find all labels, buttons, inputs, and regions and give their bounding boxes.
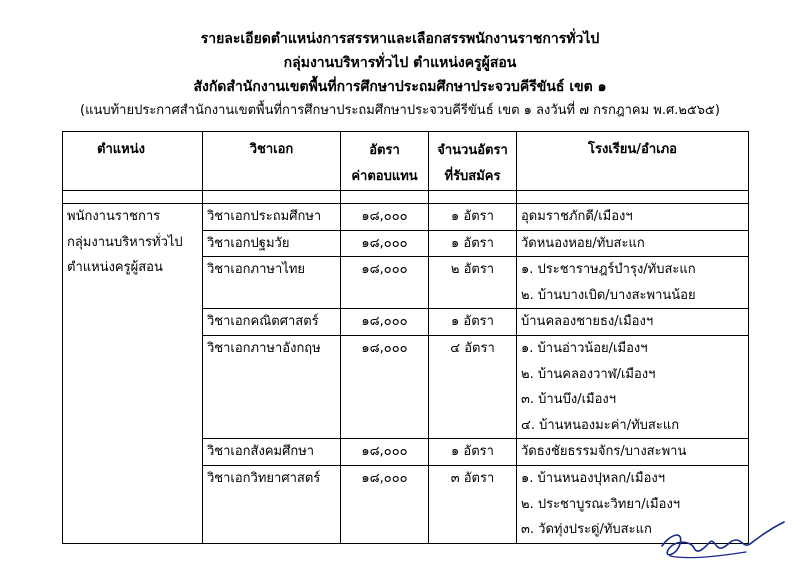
count-cell — [429, 309, 517, 336]
school-line: ๑. ประชาราษฎร์บำรุง/ทับสะแก — [521, 262, 696, 278]
col-header-rate-line-1: อัตรา — [369, 143, 400, 158]
subject-cell-text: วิชาเอกสังคมศึกษา — [207, 444, 315, 460]
rate-cell — [341, 465, 429, 543]
count-cell-text: ๑ อัตรา — [451, 209, 494, 224]
positions-table — [62, 131, 749, 544]
count-cell — [429, 439, 517, 466]
count-cell — [429, 204, 517, 231]
signature-stroke — [662, 522, 784, 555]
count-cell — [429, 230, 517, 257]
col-header-school: โรงเรียน/อำเภอ — [517, 132, 749, 191]
subject-cell — [203, 309, 341, 336]
spacer-row — [63, 191, 749, 204]
col-header-rate — [341, 132, 429, 191]
position-line: กลุ่มงานบริหารทั่วไป — [67, 234, 183, 250]
signature-mark — [650, 506, 790, 566]
subject-cell-text: วิชาเอกภาษาอังกฤษ — [207, 340, 321, 356]
subject-cell — [203, 439, 341, 466]
rate-cell-text: ๑๘,๐๐๐ — [361, 262, 408, 278]
subject-cell — [203, 230, 341, 257]
col-header-position: ตำแหน่ง — [63, 132, 203, 191]
count-cell-text: ๔ อัตรา — [450, 340, 495, 356]
col-header-count — [429, 132, 517, 191]
rate-cell — [341, 257, 429, 309]
count-cell — [429, 257, 517, 309]
rate-cell — [341, 309, 429, 336]
rate-cell-text: ๑๘,๐๐๐ — [361, 470, 408, 486]
count-cell-text: ๑ อัตรา — [451, 314, 494, 330]
rate-cell-text: ๑๘,๐๐๐ — [361, 314, 408, 330]
col-header-count-line-2: ที่รับสมัคร — [444, 169, 501, 184]
school-cell — [517, 230, 749, 257]
school-cell — [517, 439, 749, 466]
rate-cell — [341, 335, 429, 438]
subject-cell-text: วิชาเอกคณิตศาสตร์ — [207, 314, 319, 330]
subject-cell-text: วิชาเอกวิทยาศาสตร์ — [207, 470, 321, 486]
title-line-4: (แนบท้ายประกาศสำนักงานเขตพื้นที่การศึกษาประถมศึกษาประจวบคีรีขันธ์ เขต ๑ ลงวันที่ ๗ กรกฎาคม พ.ศ.๒๕๖๕) — [80, 103, 720, 118]
rate-cell — [341, 230, 429, 257]
title-line-2: กลุ่มงานบริหารทั่วไป ตำแหน่งครูผู้สอน — [283, 55, 517, 71]
count-cell-text: ๓ อัตรา — [450, 470, 495, 486]
school-line: ๔. บ้านหนองมะค่า/ทับสะแก — [521, 417, 680, 433]
signature-underline — [670, 552, 746, 558]
position-line: พนักงานราชการ — [67, 209, 161, 224]
table-header — [63, 132, 749, 191]
subject-cell — [203, 204, 341, 231]
rate-cell-text: ๑๘,๐๐๐ — [361, 235, 408, 251]
rate-cell-text: ๑๘,๐๐๐ — [361, 340, 408, 356]
school-line: ๒. ประชาบูรณะวิทยา/เมืองฯ — [521, 496, 681, 512]
school-line: บ้านคลองชายธง/เมืองฯ — [521, 314, 654, 330]
table-row — [63, 204, 749, 231]
position-cell — [63, 204, 203, 544]
school-line: วัดธงชัยธรรมจักร/บางสะพาน — [521, 444, 687, 460]
count-cell-text: ๒ อัตรา — [450, 262, 495, 278]
subject-cell — [203, 257, 341, 309]
rate-cell — [341, 439, 429, 466]
school-line: ๑. บ้านหนองปุหลก/เมืองฯ — [521, 470, 666, 486]
rate-cell-text: ๑๘,๐๐๐ — [361, 444, 408, 460]
col-header-count-line-1: จำนวนอัตรา — [437, 143, 508, 158]
subject-cell-text: วิชาเอกประถมศึกษา — [207, 209, 322, 224]
title-line-3: สังกัดสำนักงานเขตพื้นที่การศึกษาประถมศึกษาประจวบคีรีขันธ์ เขต ๑ — [193, 79, 607, 95]
rate-cell-text: ๑๘,๐๐๐ — [361, 209, 408, 224]
school-cell — [517, 204, 749, 231]
table-body — [63, 191, 749, 544]
position-line: ตำแหน่งครูผู้สอน — [67, 260, 163, 276]
school-cell — [517, 257, 749, 309]
school-line: ๑. บ้านอ่าวน้อย/เมืองฯ — [521, 340, 648, 356]
school-line: อุดมราชภักดี/เมืองฯ — [521, 209, 633, 224]
school-line: ๒. บ้านบางเบิด/บางสะพานน้อย — [521, 287, 696, 303]
subject-cell — [203, 465, 341, 543]
subject-cell — [203, 335, 341, 438]
school-line: ๓. บ้านบึง/เมืองฯ — [521, 392, 617, 408]
count-cell-text: ๑ อัตรา — [451, 235, 494, 251]
title-line-1: รายละเอียดตำแหน่งการสรรหาและเลือกสรรพนักงานราชการทั่วไป — [200, 31, 600, 47]
col-header-subject: วิชาเอก — [203, 132, 341, 191]
rate-cell — [341, 204, 429, 231]
count-cell-text: ๑ อัตรา — [451, 444, 494, 460]
school-cell — [517, 309, 749, 336]
school-line: ๒. บ้านคลองวาฬ/เมืองฯ — [521, 366, 656, 382]
school-line: ๓. วัดทุ่งประดู่/ทับสะแก — [521, 522, 652, 538]
school-cell — [517, 335, 749, 438]
col-header-rate-line-2: ค่าตอบแทน — [351, 169, 418, 184]
subject-cell-text: วิชาเอกปฐมวัย — [207, 235, 290, 251]
count-cell — [429, 465, 517, 543]
school-line: วัดหนองหอย/ทับสะแก — [521, 235, 645, 251]
count-cell — [429, 335, 517, 438]
subject-cell-text: วิชาเอกภาษาไทย — [207, 262, 306, 278]
